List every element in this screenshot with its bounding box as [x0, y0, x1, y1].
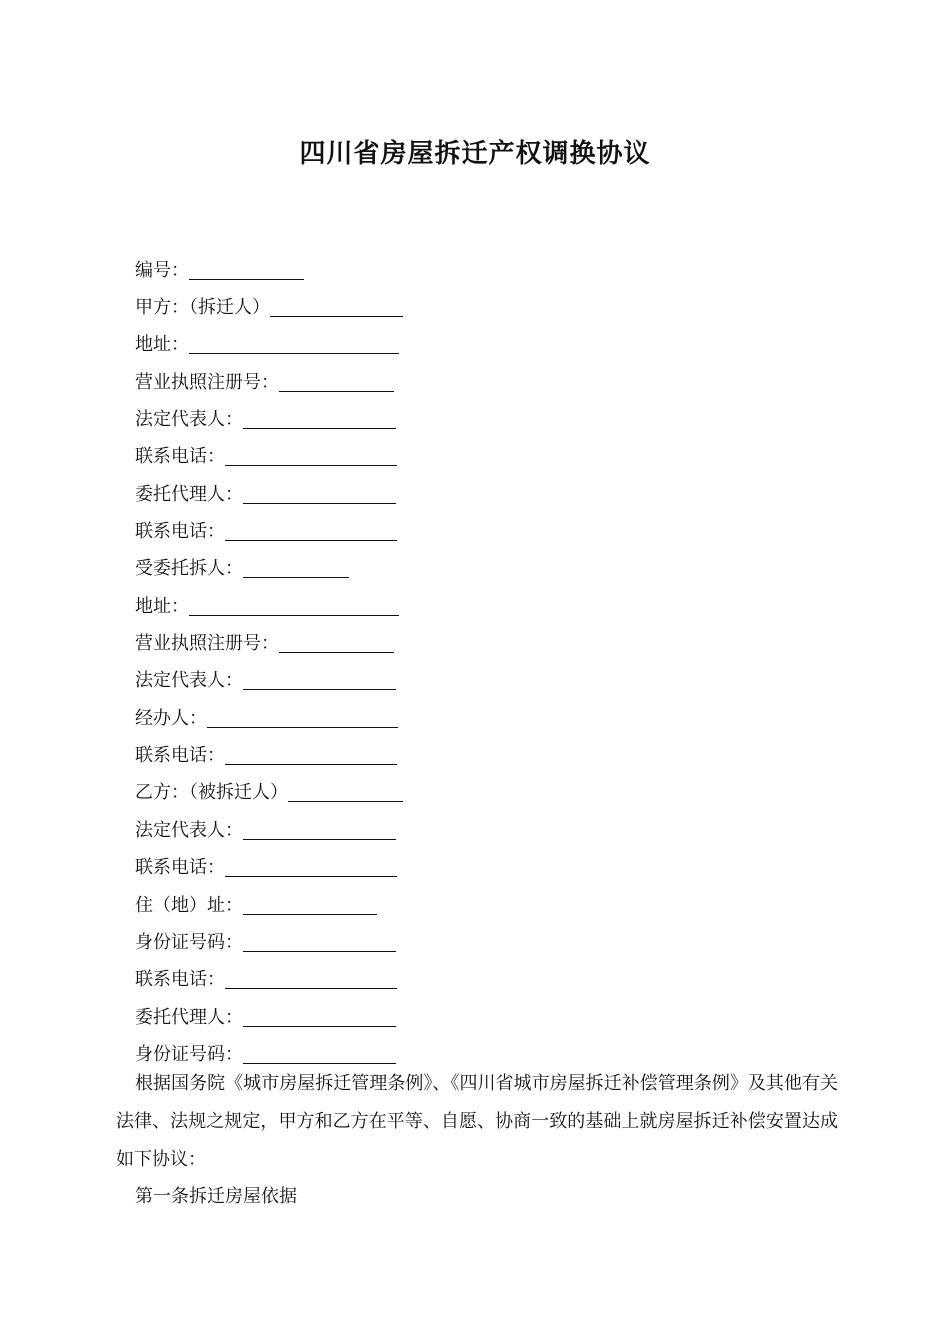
preamble-paragraph: 根据国务院《城市房屋拆迁管理条例》、《四川省城市房屋拆迁补偿管理条例》及其他有关法律、法规之规定，甲方和乙方在平等、自愿、协商一致的基础上就房屋拆迁补偿安置达成如下协议：	[116, 1073, 838, 1170]
field-label: 法定代表人：	[135, 409, 243, 431]
fill-blank	[243, 1042, 396, 1064]
fill-blank	[243, 556, 349, 578]
field-label: 地址：	[135, 334, 189, 356]
field-phone	[135, 735, 403, 772]
field-label: 委托代理人：	[135, 1006, 243, 1028]
field-party-b	[135, 773, 403, 810]
article-1-heading: 第一条拆迁房屋依据	[135, 1186, 297, 1207]
field-label: 受委托拆人：	[135, 558, 243, 580]
fill-blank	[189, 594, 399, 616]
field-phone	[135, 960, 403, 997]
field-address	[135, 586, 403, 623]
fill-blank	[225, 519, 397, 541]
fill-blank	[189, 332, 399, 354]
field-agent	[135, 474, 403, 511]
fill-blank	[225, 855, 397, 877]
field-handler	[135, 698, 403, 735]
field-label: 编号：	[135, 259, 189, 281]
fill-blank	[243, 482, 396, 504]
field-license-number	[135, 623, 403, 660]
field-label: 经办人：	[135, 707, 207, 729]
field-label: 法定代表人：	[135, 819, 243, 841]
field-label: 身份证号码：	[135, 1043, 243, 1065]
fill-blank	[243, 668, 396, 690]
field-label: 营业执照注册号：	[135, 633, 279, 655]
field-label: 营业执照注册号：	[135, 371, 279, 393]
fill-blank	[225, 444, 397, 466]
fill-blank	[225, 743, 397, 765]
field-number	[135, 250, 403, 287]
field-legal-rep	[135, 399, 403, 436]
fill-blank	[207, 706, 398, 728]
fill-blank	[189, 258, 304, 280]
field-residence-address	[135, 885, 403, 922]
fill-blank	[279, 370, 394, 392]
field-label: 乙方：（被拆迁人）	[135, 782, 288, 804]
fill-blank	[243, 930, 396, 952]
field-entrusted-demolisher	[135, 549, 403, 586]
field-label: 法定代表人：	[135, 670, 243, 692]
field-label: 联系电话：	[135, 446, 225, 468]
field-label: 委托代理人：	[135, 483, 243, 505]
field-label: 住（地）址：	[135, 894, 243, 916]
field-id-number	[135, 922, 403, 959]
field-phone	[135, 437, 403, 474]
fill-blank	[243, 818, 396, 840]
fill-blank	[243, 893, 377, 915]
field-license-number	[135, 362, 403, 399]
field-label: 甲方：（拆迁人）	[135, 297, 270, 319]
field-label: 联系电话：	[135, 745, 225, 767]
field-label: 联系电话：	[135, 857, 225, 879]
field-legal-rep	[135, 810, 403, 847]
field-phone	[135, 511, 403, 548]
fill-blank	[225, 967, 397, 989]
field-phone	[135, 848, 403, 885]
field-label: 联系电话：	[135, 521, 225, 543]
fill-blank	[243, 1005, 396, 1027]
field-address	[135, 325, 403, 362]
field-label: 联系电话：	[135, 969, 225, 991]
document-title: 四川省房屋拆迁产权调换协议	[299, 139, 651, 169]
fill-blank	[288, 780, 403, 802]
field-agent	[135, 997, 403, 1034]
fill-blank	[243, 407, 396, 429]
party-info-fields	[135, 250, 403, 1072]
field-label: 地址：	[135, 595, 189, 617]
field-legal-rep	[135, 661, 403, 698]
field-party-a	[135, 287, 403, 324]
fill-blank	[279, 631, 394, 653]
fill-blank	[270, 295, 403, 317]
field-label: 身份证号码：	[135, 931, 243, 953]
